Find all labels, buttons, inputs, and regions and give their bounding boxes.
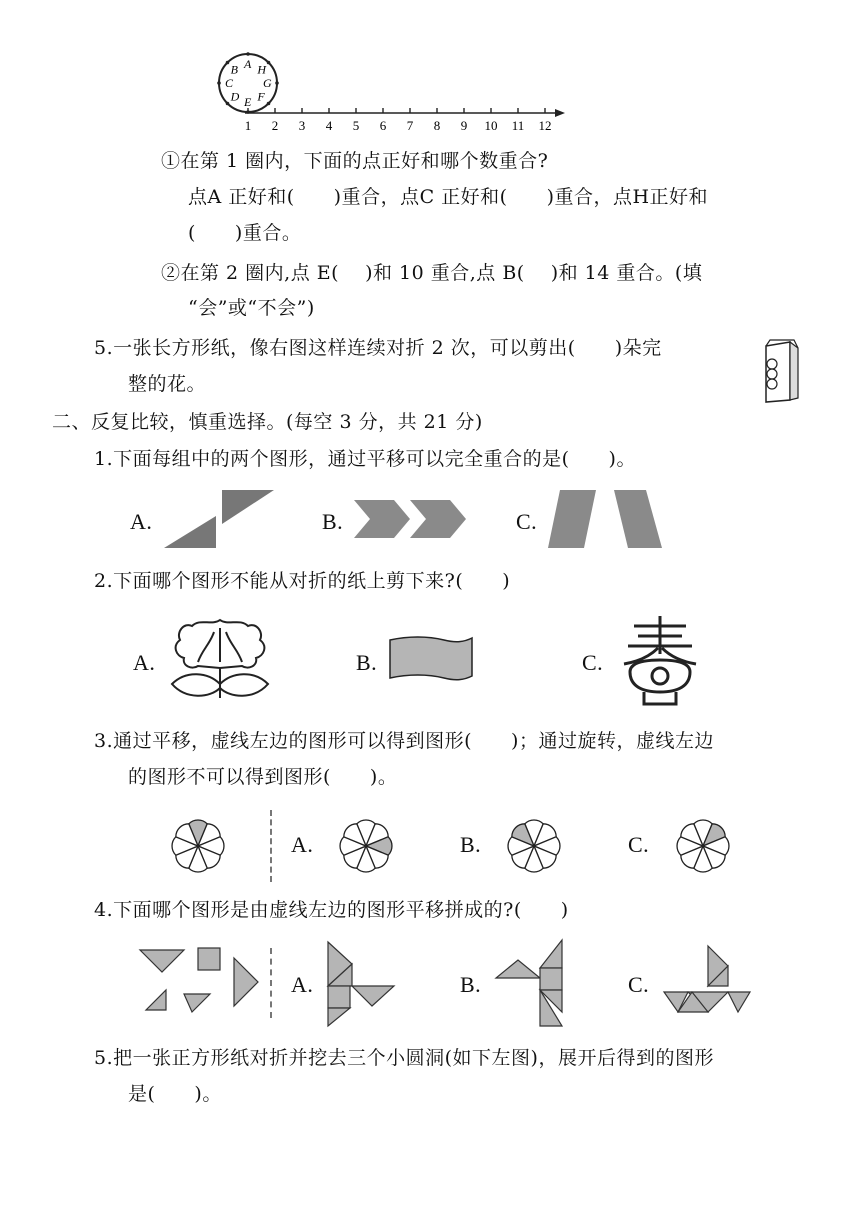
choice-question-5: 5.把一张正方形纸对折并挖去三个小圆洞(如下左图)，展开后得到的图形 — [94, 1047, 714, 1069]
circle-point-label: H — [257, 62, 267, 77]
circle-point-label: C — [225, 76, 234, 90]
choice-question-3: 3.通过平移，虚线左边的图形可以得到图形( )；通过旋转，虚线左边 — [94, 730, 714, 752]
circle-point-dot — [217, 81, 221, 85]
q3-option-c-label: C. — [628, 832, 650, 857]
q3-dashed-divider — [270, 810, 272, 882]
q4-option-c-label: C. — [628, 972, 650, 997]
choice-question-4: 4.下面哪个图形是由虚线左边的图形平移拼成的?( ) — [94, 899, 569, 921]
q4-option-a-shape — [324, 938, 398, 1028]
tick-label: 6 — [379, 118, 387, 133]
q1-option-c-parallelograms — [546, 488, 666, 550]
q3-option-c-flower — [663, 806, 743, 886]
axis-arrow — [555, 109, 565, 117]
q1-option-b-label: B. — [322, 509, 344, 534]
q2-option-a-label: A. — [133, 650, 156, 675]
circle-point-dot — [226, 102, 230, 106]
circle-point-dot — [246, 52, 250, 56]
choice-question-2: 2.下面哪个图形不能从对折的纸上剪下来?( ) — [94, 570, 511, 592]
tick-label: 9 — [460, 118, 468, 133]
circle-point-label: G — [263, 76, 272, 90]
q3-original-flower — [158, 806, 238, 886]
q3-option-a-flower — [326, 806, 406, 886]
q4-original-pieces — [138, 944, 262, 1016]
tick-label: 4 — [325, 118, 333, 133]
q3-option-b-label: B. — [460, 832, 482, 857]
q1-option-a-label: A. — [130, 509, 153, 534]
q3-option-b-flower — [494, 806, 574, 886]
circle-point-dot — [267, 102, 271, 106]
question-5-continued: 整的花。 — [128, 373, 207, 395]
choice-question-5-continued: 是( )。 — [128, 1083, 222, 1105]
tick-label: 5 — [352, 118, 360, 133]
q1-option-b-chevrons — [352, 498, 470, 540]
question-4-part-1-answer-line: 点A 正好和( )重合，点C 正好和( )重合，点H正好和 — [188, 186, 709, 208]
q4-option-b-label: B. — [460, 972, 482, 997]
q2-option-b-flag — [388, 634, 474, 686]
choice-question-1: 1.下面每组中的两个图形，通过平移可以完全重合的是( )。 — [94, 448, 636, 470]
q4-option-b-shape — [492, 938, 568, 1028]
q1-option-c-label: C. — [516, 509, 538, 534]
q4-option-a-label: A. — [291, 972, 314, 997]
q4-option-c-boat — [662, 942, 754, 1020]
tick-label: 3 — [298, 118, 306, 133]
question-4-part-2: ②在第 2 圈内,点 E( )和 10 重合,点 B( )和 14 重合。(填 — [161, 262, 703, 284]
question-4-part-1-answer-line-2: ( )重合。 — [188, 222, 302, 244]
question-4-part-1: ①在第 1 圈内，下面的点正好和哪个数重合? — [161, 150, 549, 172]
circle-point-label: B — [230, 62, 238, 77]
tick-label: 10 — [484, 118, 498, 133]
question-4-part-2-hint: “会”或“不会”) — [188, 297, 315, 319]
section-2-heading: 二、反复比较，慎重选择。(每空 3 分，共 21 分) — [52, 411, 483, 433]
tick-label: 7 — [406, 118, 414, 133]
tick-label: 1 — [244, 118, 252, 133]
circle-point-label: A — [244, 57, 252, 71]
circle-point-dot — [275, 81, 279, 85]
q3-option-a-label: A. — [291, 832, 314, 857]
q2-option-b-label: B. — [356, 650, 378, 675]
q4-dashed-divider — [270, 948, 272, 1018]
circle-point-label: F — [257, 89, 265, 104]
folded-paper-figure — [760, 338, 804, 404]
number-line-figure — [205, 52, 575, 134]
tick-label: 12 — [538, 118, 552, 133]
circle-point-label: D — [230, 89, 240, 104]
q2-option-a-flower — [168, 612, 272, 710]
q2-option-c-spring-character — [620, 612, 700, 710]
question-5: 5.一张长方形纸，像右图这样连续对折 2 次，可以剪出( )朵完 — [94, 337, 662, 359]
circle-point-dot — [226, 61, 230, 65]
tick-label: 11 — [511, 118, 525, 133]
q2-option-c-label: C. — [582, 650, 604, 675]
circle-point-label: E — [244, 95, 252, 109]
tick-label: 2 — [271, 118, 279, 133]
circle-point-dot — [267, 61, 271, 65]
choice-question-3-continued: 的图形不可以得到图形( )。 — [128, 766, 398, 788]
q1-option-a-triangles — [162, 488, 277, 552]
tick-label: 8 — [433, 118, 441, 133]
